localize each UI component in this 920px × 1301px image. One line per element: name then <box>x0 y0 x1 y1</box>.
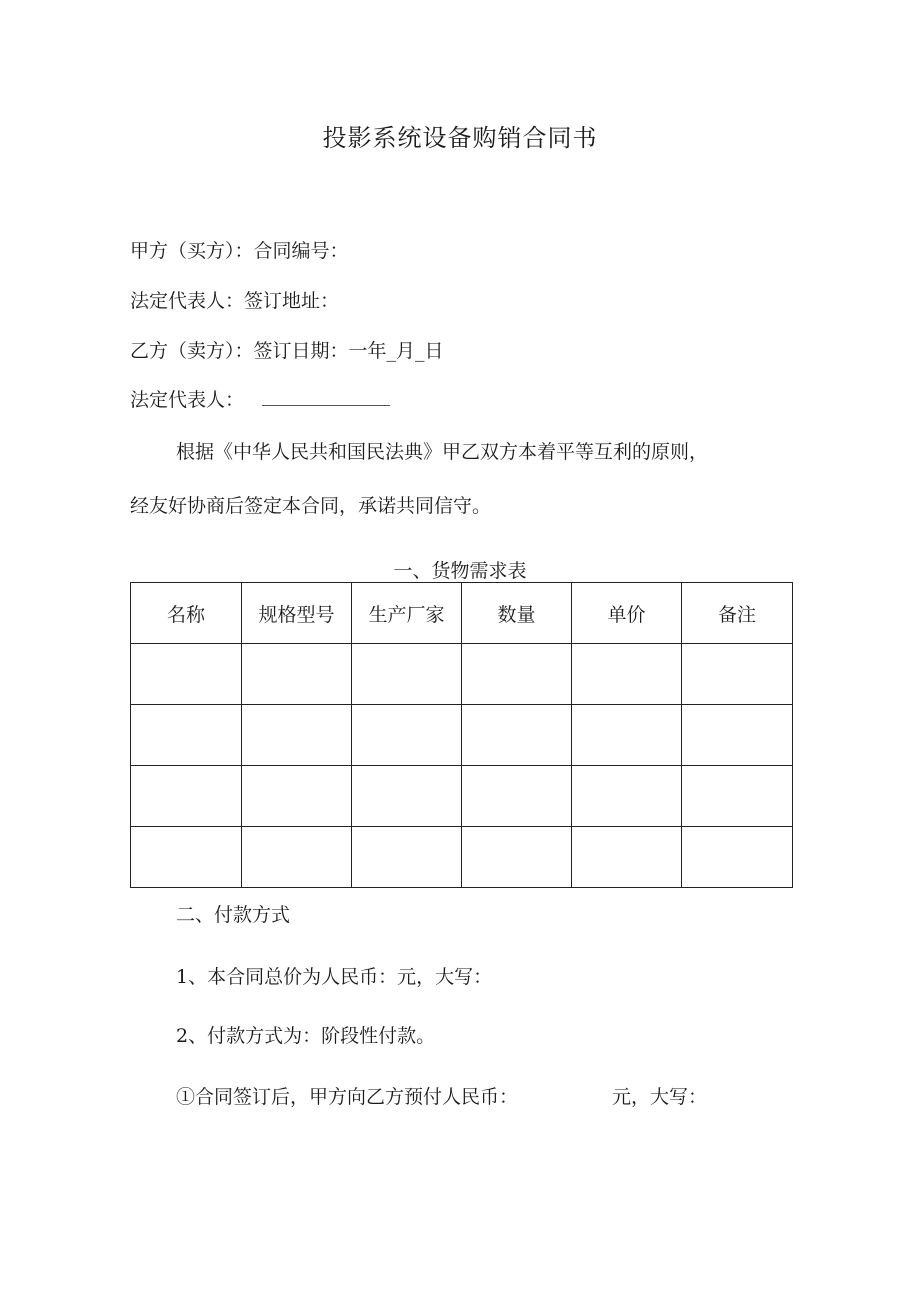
signature-blank <box>262 387 390 406</box>
contract-title: 投影系统设备购销合同书 <box>322 124 598 152</box>
table-cell <box>462 705 572 766</box>
payment-item-1: 1、本合同总价为人民币：元，大写： <box>176 966 493 988</box>
table-cell <box>572 766 682 827</box>
payment-item-3 <box>176 1082 707 1109</box>
table-cell <box>462 644 572 705</box>
payment-item-3-suffix: 元，大写： <box>612 1086 708 1108</box>
table-cell <box>352 766 462 827</box>
party-a-representative-line: 法定代表人：签订地址： <box>130 290 340 312</box>
table-cell <box>242 705 352 766</box>
table-cell <box>131 644 242 705</box>
table-cell <box>682 827 793 888</box>
table-cell <box>572 827 682 888</box>
party-b-line: 乙方（卖方）：签订日期：一年_月_日 <box>130 340 444 362</box>
table-row <box>131 705 793 766</box>
table-cell <box>462 766 572 827</box>
intro-line-1: 根据《中华人民共和国民法典》甲乙双方本着平等互利的原则， <box>176 441 709 463</box>
column-header-remarks: 备注 <box>682 583 793 644</box>
intro-line-2: 经友好协商后签定本合同，承诺共同信守。 <box>130 495 492 517</box>
table-cell <box>242 766 352 827</box>
column-header-unit-price: 单价 <box>572 583 682 644</box>
table-cell <box>682 766 793 827</box>
column-header-manufacturer: 生产厂家 <box>352 583 462 644</box>
party-b-representative-line <box>130 385 390 412</box>
table-header-row <box>131 583 793 644</box>
table-cell <box>352 827 462 888</box>
table-row <box>131 766 793 827</box>
goods-table-caption: 一、货物需求表 <box>393 560 527 582</box>
table-cell <box>682 644 793 705</box>
table-cell <box>242 644 352 705</box>
table-cell <box>352 705 462 766</box>
table-row <box>131 827 793 888</box>
payment-item-2: 2、付款方式为：阶段性付款。 <box>176 1025 436 1047</box>
table-cell <box>572 644 682 705</box>
table-cell <box>131 827 242 888</box>
table-cell <box>352 644 462 705</box>
table-cell <box>572 705 682 766</box>
payment-item-3-prefix: ①合同签订后，甲方向乙方预付人民币： <box>176 1086 519 1108</box>
table-cell <box>682 705 793 766</box>
party-b-representative-label: 法定代表人： <box>130 389 245 411</box>
party-a-line: 甲方（买方）：合同编号： <box>130 240 349 262</box>
table-cell <box>462 827 572 888</box>
table-cell <box>131 766 242 827</box>
column-header-name: 名称 <box>131 583 242 644</box>
table-cell <box>242 827 352 888</box>
table-cell <box>131 705 242 766</box>
goods-requirement-table <box>130 582 793 888</box>
table-row <box>131 644 793 705</box>
column-header-quantity: 数量 <box>462 583 572 644</box>
payment-heading: 二、付款方式 <box>176 904 291 926</box>
column-header-spec-model: 规格型号 <box>242 583 352 644</box>
